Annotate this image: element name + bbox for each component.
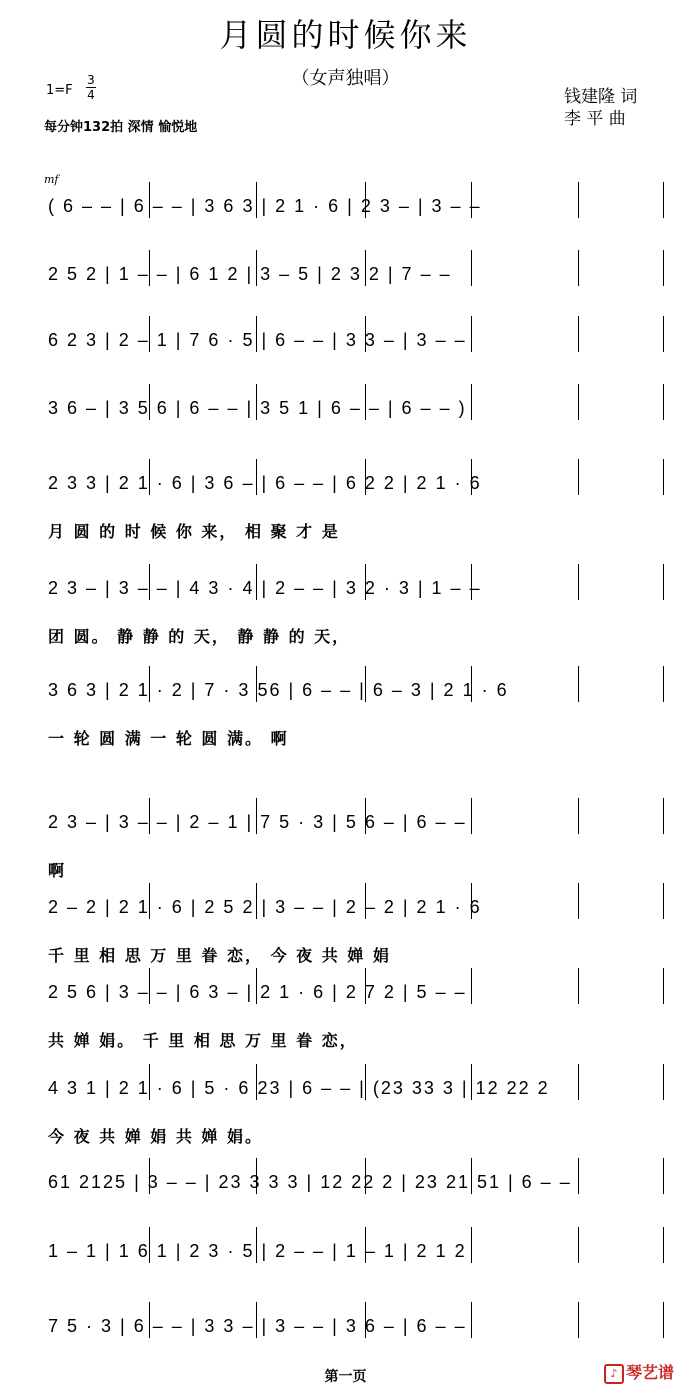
- notation-line: 2 5 2 | 1 – – | 6 1 2 | 3 – 5 | 2 3 2 | 7 – –: [48, 264, 452, 284]
- music-system: [0, 578, 691, 658]
- notation-line: 2 3 3 | 2 1 · 6 | 3 6 – | 6 – – | 6 2 2 | 2 1 · 6: [48, 473, 482, 493]
- lyrics-line: 月 圆 的 时 候 你 来， 相 聚 才 是: [48, 522, 340, 541]
- lyrics-line: 团 圆。 静 静 的 天， 静 静 的 天，: [48, 627, 351, 646]
- barline: [663, 459, 664, 495]
- barline: [663, 384, 664, 420]
- site-logo: [604, 1360, 674, 1384]
- barline: [663, 1302, 664, 1338]
- notation-line: 4 3 1 | 2 1 · 6 | 5 · 6 23 | 6 – – | (23 33 3 | 12 22 2: [48, 1078, 550, 1098]
- logo-text: 琴艺谱: [626, 1363, 675, 1382]
- key-signature: 1=F: [46, 83, 73, 98]
- time-signature-top: 3: [87, 73, 95, 87]
- notation-line: 2 3 – | 3 – – | 2 – 1 | 7 5 · 3 | 5 6 – | 6 – –: [48, 812, 467, 832]
- tempo-marking: 每分钟132拍 深情 愉悦地: [44, 120, 198, 135]
- barline: [663, 316, 664, 352]
- barline: [663, 182, 664, 218]
- composer: 李 平 曲: [564, 109, 626, 129]
- music-system: [0, 982, 691, 1062]
- lyrics-line: 啊: [48, 861, 67, 880]
- barline: [663, 968, 664, 1004]
- barline: [663, 798, 664, 834]
- lyrics-line: 千 里 相 思 万 里 眷 恋， 今 夜 共 婵 娟: [48, 946, 391, 965]
- notation-line: 3 6 – | 3 5 6 | 6 – – | 3 5 1 | 6 – – | 6 – – ): [48, 398, 467, 418]
- lyrics-line: 今 夜 共 婵 娟 共 婵 娟。: [48, 1127, 263, 1146]
- notation-line: 61 2125 | 3 – – | 23 3 3 3 | 12 22 2 | 23 21 51 | 6 – –: [48, 1172, 572, 1192]
- notation-line: 2 – 2 | 2 1 · 6 | 2 5 2 | 3 – – | 2 – 2 | 2 1 · 6: [48, 897, 482, 917]
- notation-line: 6 2 3 | 2 – 1 | 7 6 · 5 | 6 – – | 3 3 – | 3 – –: [48, 330, 467, 350]
- logo-icon: ♪: [604, 1364, 624, 1384]
- barline: [663, 883, 664, 919]
- barline: [663, 1064, 664, 1100]
- notation-line: 7 5 · 3 | 6 – – | 3 3 – | 3 – – | 3 6 – | 6 – –: [48, 1316, 467, 1336]
- music-system: [0, 897, 691, 977]
- time-signature: [86, 73, 96, 102]
- music-system: [0, 473, 691, 553]
- song-title: 月圆的时候你来: [219, 16, 472, 54]
- barline: [663, 1227, 664, 1263]
- notation-line: 2 5 6 | 3 – – | 6 3 – | 2 1 · 6 | 2 7 2 | 5 – –: [48, 982, 467, 1002]
- music-system: [0, 1078, 691, 1158]
- dynamic-marking: mf: [44, 173, 59, 186]
- song-subtitle: （女声独唱）: [291, 68, 400, 89]
- credits: [564, 86, 637, 130]
- notation-line: ( 6 – – | 6 – – | 3 6 3 | 2 1 · 6 | 2 3 – | 3 – –: [48, 196, 482, 216]
- barline: [663, 666, 664, 702]
- notation-line: 2 3 – | 3 – – | 4 3 · 4 | 2 – – | 3 2 · 3 | 1 – –: [48, 578, 482, 598]
- barline: [663, 250, 664, 286]
- music-system: [0, 812, 691, 892]
- notation-line: 3 6 3 | 2 1 · 2 | 7 · 3 56 | 6 – – | 6 – 3 | 2 1 · 6: [48, 680, 509, 700]
- lyrics-line: 共 婵 娟。 千 里 相 思 万 里 眷 恋，: [48, 1031, 358, 1050]
- lyricist: 钱建隆 词: [564, 87, 638, 107]
- barline: [663, 1158, 664, 1194]
- lyrics-line: 一 轮 圆 满 一 轮 圆 满。 啊: [48, 729, 289, 748]
- time-signature-bottom: 4: [87, 88, 95, 102]
- page-footer: 第一页: [324, 1369, 367, 1385]
- barline: [663, 564, 664, 600]
- notation-line: 1 – 1 | 1 6 1 | 2 3 · 5 | 2 – – | 1 – 1 | 2 1 2: [48, 1241, 467, 1261]
- music-system: [0, 680, 691, 760]
